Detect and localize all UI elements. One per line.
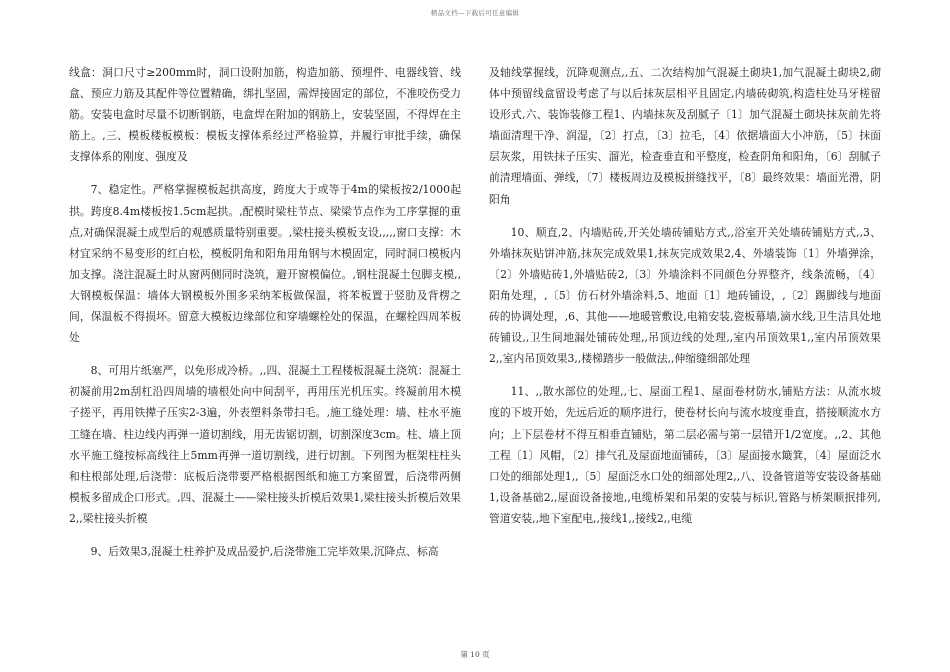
page-header: 精品文档—下载后可任意编辑 bbox=[430, 9, 520, 17]
page-number: 第 10 页 bbox=[460, 650, 490, 659]
paragraph: 8、可用片纸塞严，以免形成冷桥。,,四、混凝土工程楼板混凝土浇筑：混凝土初凝前用2m刮杠沿四周墙的墙根处向中间刮平，再用压光机压实。终凝前用木模子搓平，再用铁撵子压实2-3遍，外表塑料条带扫毛。,施工缝处理：墙、柱水平施工缝在墙、柱边线内再弹一道切割线，用无齿锯切割，切割深度3cm。柱、墙上顶水平施工缝按标高线往上5mm再弹一道切割线，进行切割。下列图为框架柱柱头和柱根部处理,后浇带：底板后浇带要严格根据图纸和施工方案留置，后浇带两侧模板多留成企口形式。,四、混凝土——梁柱接头折模后效果1,梁柱接头折模后效果2,,梁柱接头折模 bbox=[69, 364, 461, 525]
paragraph: 11、,,散水部位的处理,,七、屋面工程1、屋面卷材防水,铺贴方法：从流水坡度的下坡开始，先远后近的顺序进行，使卷材长向与流水坡度垂直，搭接顺流水方向；上下层卷材不得互相垂直铺贴，第二层必需与第一层错开1/2宽度。,,2、其他工程〔1〕风帽，〔2〕排气孔及屋面地面铺砖，〔3〕屋面接水簸箕，〔4〕屋面泛水口处的细部处理1,,〔5〕屋面泛水口处的细部处理2,,八、设备管道等安装设备基础1,设备基础2,,屋面设备接地,,电缆桥架和吊架的安装与标识,管路与桥架顺抿排列,管道安装,,地下室配电,,接线1,,接线2,,电缆 bbox=[489, 385, 881, 525]
paragraph: 10、顺直,2、内墙贴砖,开关处墙砖铺贴方式,,浴室开关处墙砖铺贴方式,,3、外墙抹灰贴饼冲筋,抹灰完成效果1,抹灰完成效果2,4、外墙装饰〔1〕外墙弹涂，〔2〕外墙贴砖1,外墙贴砖2,〔3〕外墙涂料不同颜色分界整齐，线条流畅，〔4〕阳角处理，,〔5〕仿石材外墙涂料,5、地面〔1〕地砖铺设，,〔2〕踢脚线与地面砖的协调处理，,6、其他——地暖管敷设,电箱安装,瓷板幕墙,滴水线,卫生洁具处地砖铺设,,卫生间地漏处铺砖处理,,吊顶边线的处理,,室内吊顶效果1,,室内吊顶效果2,,室内吊顶效果3,,楼梯踏步一般做法,,伸缩缝细部处理 bbox=[489, 225, 881, 366]
paragraph: 线盒：洞口尺寸≥200mm时，洞口设附加筋，构造加筋、预埋件、电器线管、线盒、预应力筋及其配件等位置精确，绑扎坚固，需焊接固定的部位，不准咬伤受力筋。安装电盒时尽量不切断钢筋，电盒焊在附加的钢筋上，安装坚固，不得焊在主筋上。,三、模板楼板模板：模板支撑体系经过严格验算，并履行审批手续，确保支撑体系的刚度、强度及 bbox=[69, 66, 461, 164]
paragraph: 9、后效果3,混凝土柱养护及成品爱护,后浇带施工完毕效果,沉降点、标高 bbox=[90, 544, 439, 558]
left-column bbox=[69, 62, 461, 562]
right-column bbox=[489, 62, 881, 529]
paragraph: 及轴线掌握线，沉降观测点,,五、二次结构加气混凝土砌块1,加气混凝土砌块2,砌体中预留线盒留设考虑了与以后抹灰层相平且固定,内墙砖砌筑,构造柱处马牙槎留设形式,六、装饰装修工程1、内墙抹灰及刮腻子〔1〕加气混凝土砌块抹灰前先将墙面清理干净、润湿，〔2〕打点，〔3〕拉毛，〔4〕依据墙面大小冲筋，〔5〕抹面层灰浆，用铁抹子压实、溜光，检查垂直和平整度，检查阴角和阳角，〔6〕刮腻子前清理墙面、弹线，〔7〕楼板周边及模板拼缝找平，〔8〕最终效果：墙面光滑，阴阳角 bbox=[489, 66, 881, 206]
paragraph: 7、稳定性。严格掌握模板起拱高度，跨度大于或等于4m的梁板按2/1000起拱。跨度8.4m楼板按1.5cm起拱。,配模时梁柱节点、梁梁节点作为工序掌握的重点,对确保混凝土成型后的观感质量特别重要。,梁柱接头模板支设,,,,,窗口支撑：木材宜采纳不易变形的红白松，模板阴角和阳角用角钢与木模固定，同时洞口模板内加支撑。浇注混凝土时从窗两侧同时浇筑，避开窗模偏位。,钢柱混凝土包脚支模,,大钢模板保温：墙体大钢模板外围多采纳苯板做保温，将苯板置于竖肋及背楞之间，保温板不得损坏。留意大模板边缘部位和穿墙螺栓处的保温，在螺栓四周苯板处 bbox=[69, 183, 461, 345]
